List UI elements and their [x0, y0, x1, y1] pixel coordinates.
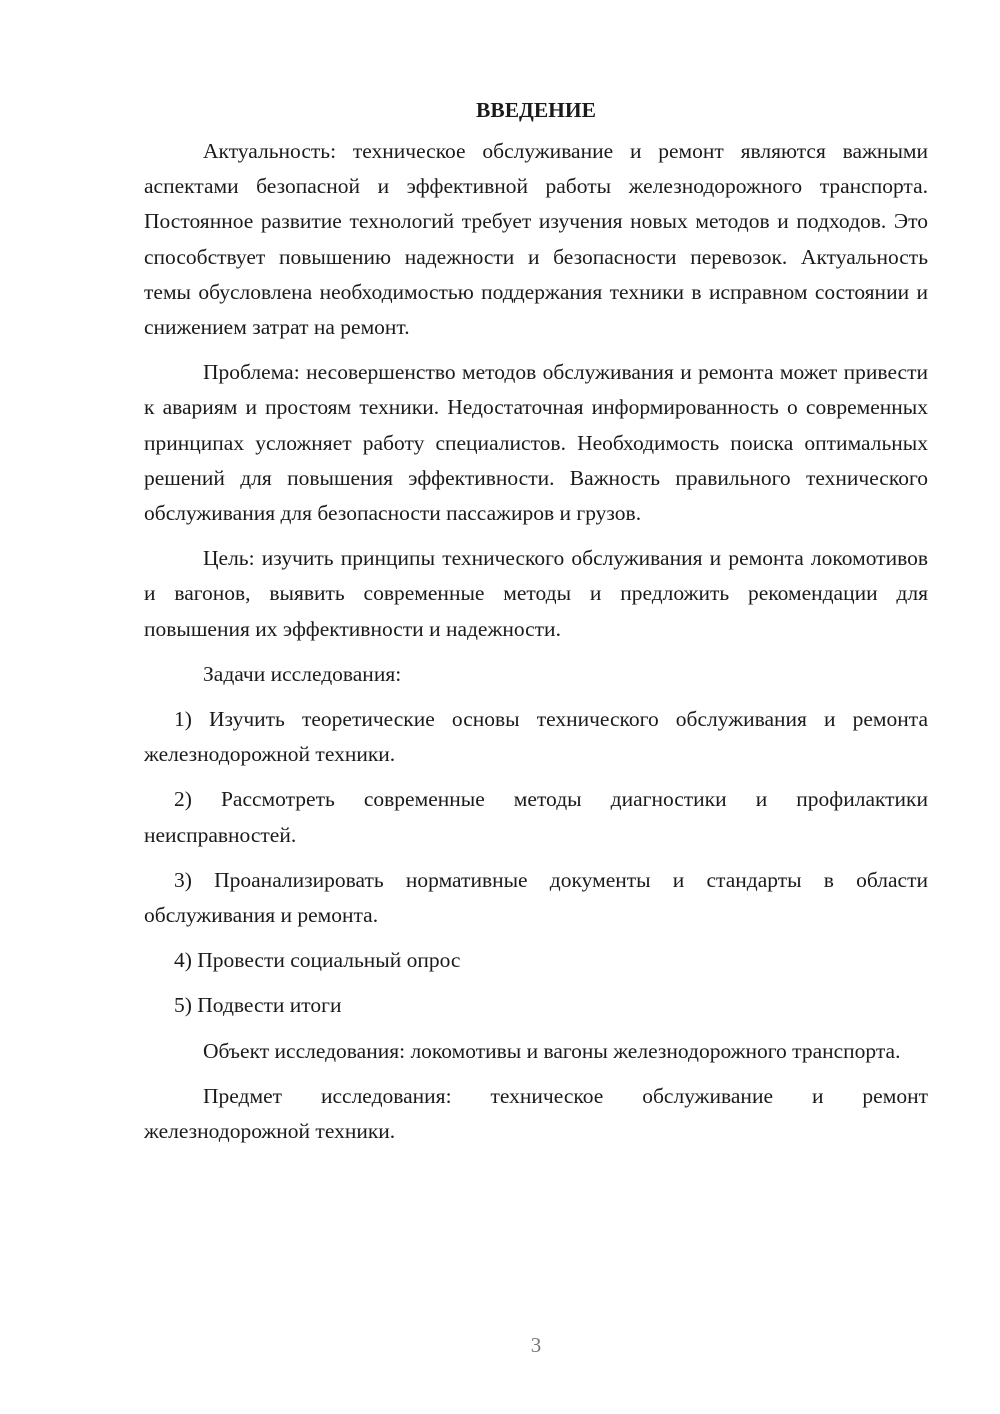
task-item-4: 4) Провести социальный опрос	[174, 948, 461, 973]
tasks-heading: Задачи исследования:	[203, 661, 402, 686]
task-item-3: 3) Проанализировать нормативные документы и стандарты в области обслуживания и ремонта.	[144, 867, 928, 928]
task-item-2: 2) Рассмотреть современные методы диагностики и профилактики неисправностей.	[144, 787, 928, 847]
page-title: ВВЕДЕНИЕ	[476, 98, 596, 122]
problem-paragraph: Проблема: несовершенство методов обслуживания и ремонта может привести к авариям и простоям техники. Недостаточная информированность о современных принципах усложняет работу специалистов. Необходимость поиска оптимальных решений для повышения эффективности. Важность правильного технического обслуживания для безопасности пассажиров и грузов.	[144, 360, 928, 526]
document-page	[144, 95, 928, 1159]
object-paragraph: Объект исследования: локомотивы и вагоны железнодорожного транспорта.	[203, 1038, 901, 1063]
subject-paragraph: Предмет исследования: техническое обслуживание и ремонт железнодорожной техники.	[144, 1083, 928, 1144]
relevance-paragraph: Актуальность: техническое обслуживание и ремонт являются важными аспектами безопасной и эффективной работы железнодорожного транспорта. Постоянное развитие технологий требует изучения новых методов и подходов. Это способствует повышению надежности и безопасности перевозок. Актуальность темы обусловлена необходимостью поддержания техники в исправном состоянии и снижением затрат на ремонт.	[144, 139, 928, 340]
goal-paragraph: Цель: изучить принципы технического обслуживания и ремонта локомотивов и вагонов, выявить современные методы и предложить рекомендации для повышения их эффективности и надежности.	[144, 546, 928, 641]
task-item-1: 1) Изучить теоретические основы технического обслуживания и ремонта железнодорожной техники.	[144, 707, 928, 767]
task-item-5: 5) Подвести итоги	[174, 993, 342, 1018]
page-number: 3	[530, 1333, 542, 1357]
